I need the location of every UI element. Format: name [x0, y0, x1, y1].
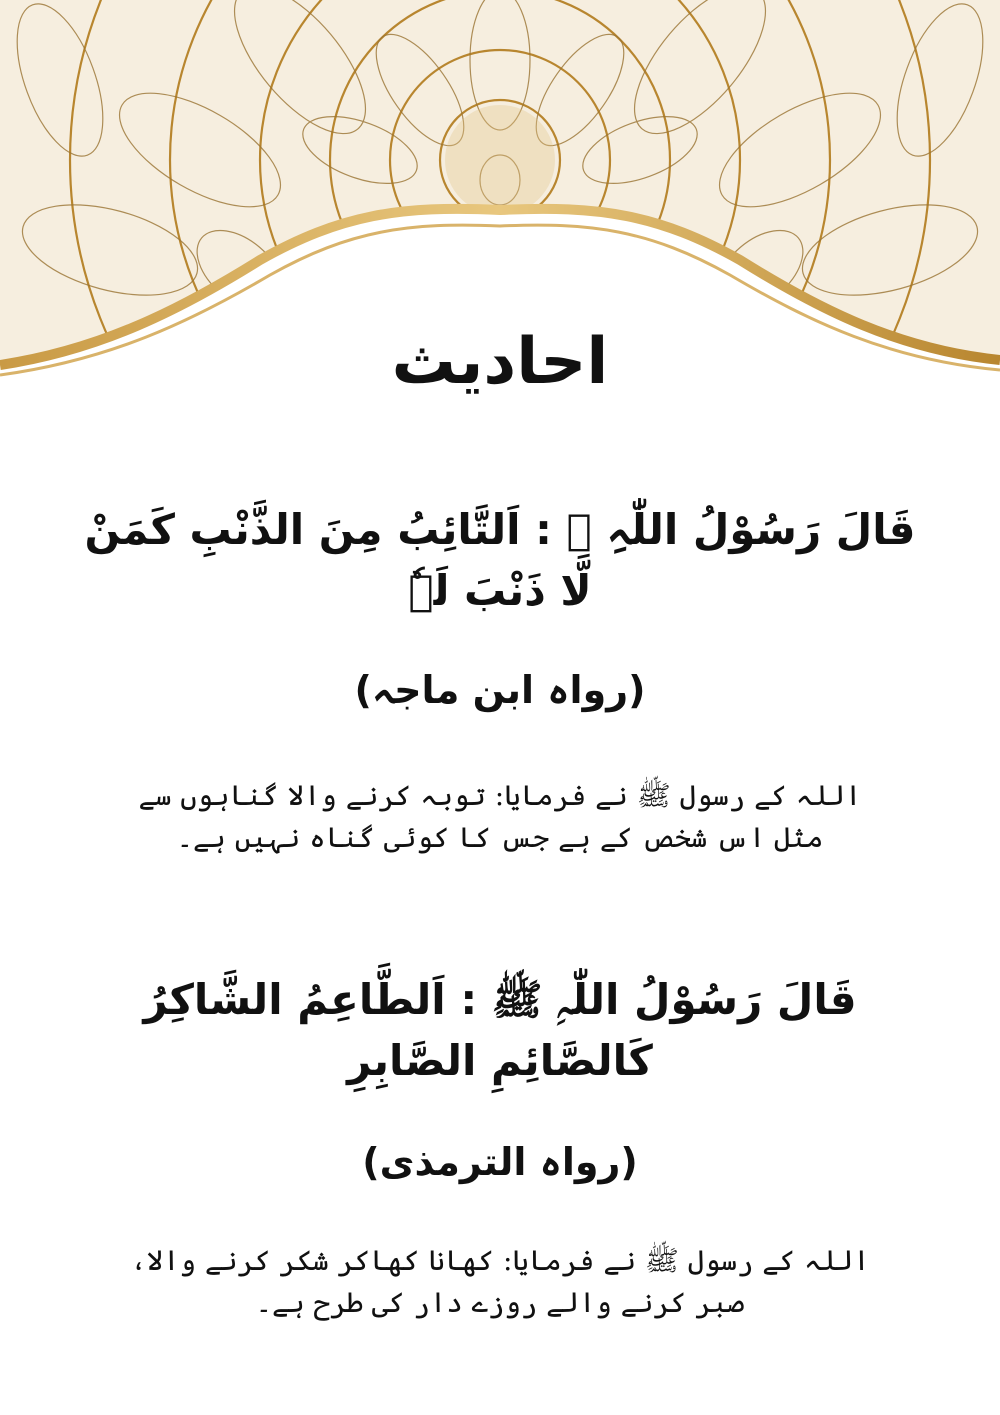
hadith-2-arabic: قَالَ رَسُوْلُ اللّٰہِ ﷺ : اَلطَّاعِمُ الشَّاکِرُ کَالصَّائِمِ الصَّابِرِ: [143, 975, 857, 1085]
hadith-2-source: (رواہ الترمذی): [362, 1140, 638, 1184]
hadith-2-translation: اللہ کے رسول ﷺ نے فرمایا: کھانا کھاکر شکر کرنے والا، صبر کرنے والے روزے دار کی طرح ہے۔: [130, 1244, 870, 1319]
hadith-1-arabic: قَالَ رَسُوْلُ اللّٰہِ ﷺ : اَلتَّائِبُ مِنَ الذَّنْبِ کَمَنْ لَّا ذَنْبَ لَہٗ: [84, 505, 916, 615]
hadith-1-translation: اللہ کے رسول ﷺ نے فرمایا: توبہ کرنے والا گناہوں سے مثل اس شخص کے ہے جس کا کوئی گناہ نہیں ہے۔: [138, 779, 862, 854]
page-title: احادیث: [391, 325, 609, 399]
hadith-1-source: (رواہ ابن ماجہ): [354, 668, 646, 712]
